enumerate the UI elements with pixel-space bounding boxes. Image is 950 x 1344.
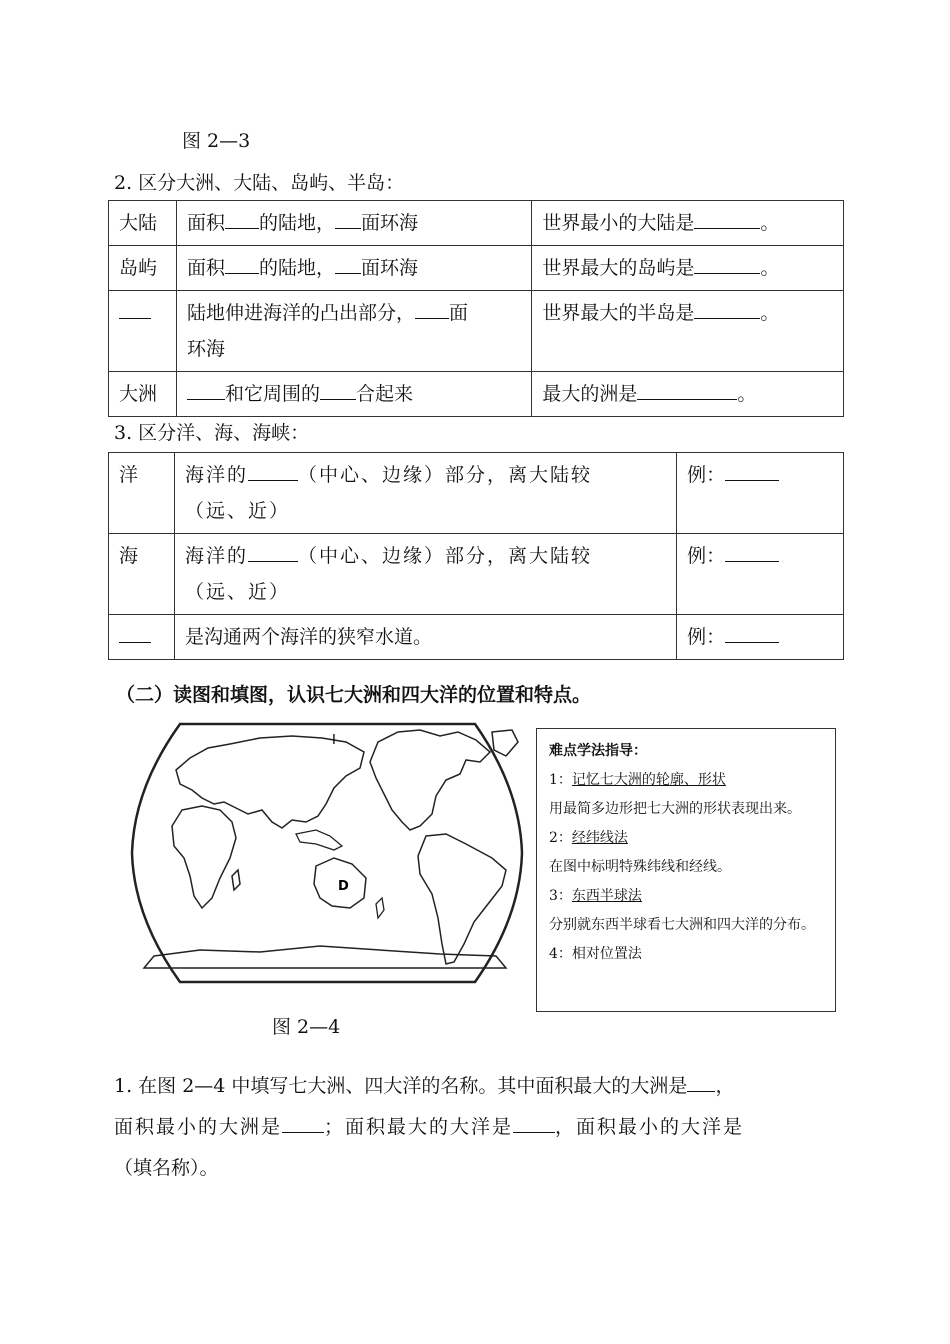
guide-item-desc: 分别就东西半球看七大洲和四大洋的分布。 (549, 917, 815, 933)
definition-text: 陆地伸进海洋的凸出部分， (186, 302, 415, 324)
example-cell (677, 534, 844, 615)
answer-blank[interactable] (187, 379, 225, 400)
example-cell (677, 615, 844, 660)
definition-text: 面环海 (360, 257, 418, 279)
definition-cell (174, 534, 676, 615)
answer-blank[interactable] (320, 379, 356, 400)
answer-blank[interactable] (119, 622, 151, 643)
section-heading: （二）读图和填图，认识七大洲和四大洋的位置和特点。 (116, 684, 592, 706)
south-america-outline (418, 834, 506, 964)
definition-text: 的陆地， (258, 257, 335, 279)
fact-text: 。 (760, 257, 780, 279)
definition-cell (176, 291, 531, 372)
answer-blank[interactable] (694, 208, 760, 229)
definition-text: 合起来 (355, 383, 413, 405)
definition-cell (174, 453, 676, 534)
africa-outline (172, 806, 236, 908)
figure-caption-2-3: 图 2—3 (182, 130, 251, 152)
table-row (109, 372, 844, 417)
term-cell: 海 (109, 534, 175, 615)
answer-blank[interactable] (248, 460, 298, 481)
answer-blank[interactable] (725, 460, 779, 481)
question-text: ， (715, 1075, 735, 1097)
table-row (109, 201, 844, 246)
answer-blank[interactable] (335, 208, 361, 229)
definition-text: 的陆地， (258, 212, 335, 234)
fact-cell (532, 291, 844, 372)
definition-text: 海洋的 (184, 464, 248, 486)
term-cell: 大洲 (109, 372, 177, 417)
question-text: （填名称）。 (114, 1157, 219, 1179)
guide-item-name: 经纬线法 (571, 830, 628, 846)
fact-cell (532, 246, 844, 291)
question-1-paragraph (114, 1066, 844, 1189)
term-cell: 岛屿 (109, 246, 177, 291)
greenland-outline (492, 730, 518, 756)
fact-cell (532, 372, 844, 417)
term-cell (109, 291, 177, 372)
fact-cell (532, 201, 844, 246)
guide-item-number: 2： (549, 830, 572, 846)
guide-item-desc: 在图中标明特殊纬线和经线。 (549, 859, 731, 875)
answer-blank[interactable] (687, 1071, 715, 1092)
study-guide-title: 难点学法指导： (549, 743, 647, 759)
definition-text: 海洋的 (184, 545, 248, 567)
question-text: 面积最小的大洲是 (114, 1116, 283, 1138)
guide-item-name: 相对位置法 (571, 946, 642, 962)
eurasia-outline (176, 736, 364, 828)
world-map (120, 718, 530, 988)
madagascar-outline (232, 870, 240, 890)
question-text: ；面积最大的大洋是 (324, 1116, 514, 1138)
definition-text: 环海 (186, 338, 225, 360)
term-cell: 洋 (109, 453, 175, 534)
fact-text: 。 (760, 302, 780, 324)
antarctica-outline (144, 946, 506, 968)
continent-terms-table (108, 200, 844, 417)
answer-blank[interactable] (335, 253, 361, 274)
answer-blank[interactable] (119, 298, 151, 319)
guide-item (549, 940, 825, 969)
guide-item-desc: 用最简多边形把七大洲的形状表现出来。 (549, 801, 801, 817)
definition-text: 面 (448, 302, 468, 324)
fact-text: 。 (737, 383, 757, 405)
question-text: 1. 在图 2—4 中填写七大洲、四大洋的名称。其中面积最大的大洲是 (114, 1075, 688, 1097)
answer-blank[interactable] (225, 208, 259, 229)
answer-blank[interactable] (637, 379, 737, 400)
definition-text: （远、近） (184, 581, 290, 603)
answer-blank[interactable] (248, 541, 298, 562)
definition-cell (176, 372, 531, 417)
map-marker-top: I (332, 733, 336, 748)
fact-text: 世界最小的大陆是 (542, 212, 695, 234)
answer-blank[interactable] (225, 253, 259, 274)
fact-text: 。 (760, 212, 780, 234)
north-america-outline (370, 730, 490, 830)
answer-blank[interactable] (694, 298, 760, 319)
example-label: 例： (687, 626, 726, 648)
question-3-title: 3. 区分洋、海、海峡： (114, 422, 310, 444)
term-cell (109, 615, 175, 660)
fact-text: 世界最大的岛屿是 (542, 257, 695, 279)
map-marker-d: D (338, 879, 349, 894)
definition-text: 面积 (186, 212, 225, 234)
definition-cell (176, 201, 531, 246)
example-label: 例： (687, 464, 726, 486)
question-2-title: 2. 区分大洲、大陆、岛屿、半岛： (114, 172, 405, 194)
answer-blank[interactable] (725, 622, 779, 643)
guide-item-name: 记忆七大洲的轮廓、形状 (571, 772, 726, 788)
island-outline (296, 830, 342, 850)
new-zealand-outline (376, 898, 384, 918)
answer-blank[interactable] (513, 1112, 555, 1133)
example-label: 例： (687, 545, 726, 567)
guide-item (549, 766, 825, 795)
term-cell: 大陆 (109, 201, 177, 246)
ocean-terms-table (108, 452, 844, 660)
table-row (109, 534, 844, 615)
guide-item (549, 882, 825, 911)
table-row (109, 453, 844, 534)
question-text: ，面积最小的大洋是 (555, 1116, 745, 1138)
fact-text: 世界最大的半岛是 (542, 302, 695, 324)
figure-caption-2-4: 图 2—4 (272, 1016, 341, 1038)
fact-text: 最大的洲是 (542, 383, 638, 405)
definition-text: 和它周围的 (224, 383, 320, 405)
guide-item (549, 824, 825, 853)
definition-text: （中心、边缘）部分，离大陆较 (297, 545, 592, 567)
definition-text: （远、近） (184, 500, 290, 522)
definition-cell (176, 246, 531, 291)
answer-blank[interactable] (282, 1112, 324, 1133)
table-row (109, 291, 844, 372)
table-row (109, 615, 844, 660)
answer-blank[interactable] (415, 298, 449, 319)
guide-item-number: 1： (549, 772, 572, 788)
definition-text: 面环海 (360, 212, 418, 234)
answer-blank[interactable] (725, 541, 779, 562)
definition-text: 面积 (186, 257, 225, 279)
guide-item-number: 4： (549, 946, 572, 962)
guide-item-name: 东西半球法 (571, 888, 642, 904)
definition-cell: 是沟通两个海洋的狭窄水道。 (174, 615, 676, 660)
study-guide-box (536, 728, 836, 1012)
guide-item-number: 3： (549, 888, 572, 904)
definition-text: （中心、边缘）部分，离大陆较 (297, 464, 592, 486)
answer-blank[interactable] (694, 253, 760, 274)
table-row (109, 246, 844, 291)
example-cell (677, 453, 844, 534)
